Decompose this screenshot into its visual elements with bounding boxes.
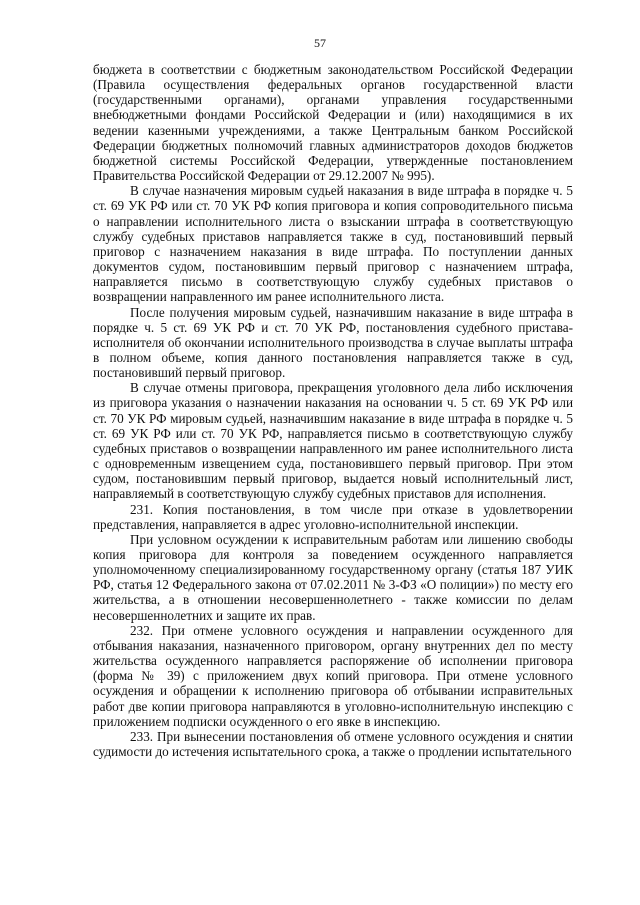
- paragraph: После получения мировым судьей, назначившим наказание в виде штрафа в порядке ч. 5 ст. 69 УК РФ и ст. 70 УК РФ, постановления судебного пристава-исполнителя об окончании исполнительного производства в случае выплаты штрафа в полном объеме, копия данного постановления направляется также в суд, постановивший первый приговор.: [93, 304, 573, 381]
- paragraph: При условном осуждении к исправительным работам или лишению свободы копия приговора для контроля за поведением осужденного направляется уполномоченному специализированному государственному органу (статья 187 УИК РФ, статья 12 Федерального закона от 07.02.2011 № 3-ФЗ «О полиции») по месту его жительства, а в отношении несовершеннолетнего - также комиссии по делам несовершеннолетних и защите их прав.: [93, 531, 573, 623]
- paragraph: В случае отмены приговора, прекращения уголовного дела либо исключения из приговора указания о назначении наказания на основании ч. 5 ст. 69 УК РФ или ст. 70 УК РФ мировым судьей, назначившим наказание в виде штрафа в порядке ч. 5 ст. 69 УК РФ или ст. 70 УК РФ, направляется письмо в соответствующую службу судебных приставов о возвращении направленного им ранее исполнительного листа с одновременным извещением суда, постановившего первый приговор. При этом судом, постановившим первый приговор, выдается новый исполнительный лист, направляемый в соответствующую службу судебных приставов для исполнения.: [93, 380, 573, 502]
- paragraph-item-233: 233. При вынесении постановления об отмене условного осуждения и снятии судимости до истечения испытательного срока, а также о продлении испытательного: [93, 728, 573, 760]
- paragraph: В случае назначения мировым судьей наказания в виде штрафа в порядке ч. 5 ст. 69 УК РФ или ст. 70 УК РФ копия приговора и копия сопроводительного письма о направлении исполнительного листа о взыскании штрафа в соответствующую службу судебных приставов направляется также в суд, постановивший первый приговор с назначением наказания в виде штрафа. По поступлении данных документов судом, постановившим первый приговор с назначением штрафа, направляется письмо в соответствующую службу судебных приставов о возвращении направленного им ранее исполнительного листа.: [93, 183, 573, 305]
- paragraph-item-232: 232. При отмене условного осуждения и направлении осужденного для отбывания наказания, назначенного приговором, органу внутренних дел по месту жительства осужденного направляется распоряжение об исполнении приговора (форма № 39) с приложением двух копий приговора. При отмене условного осуждения и обращении к исполнению приговора об отбывании исправительных работ две копии приговора направляются в уголовно-исполнительную инспекцию с приложением подписки осужденного о его явке в инспекцию.: [93, 622, 573, 729]
- body-text: [93, 62, 573, 759]
- paragraph-item-231: 231. Копия постановления, в том числе при отказе в удовлетворении представления, направляется в адрес уголовно-исполнительной инспекции.: [93, 501, 573, 532]
- paragraph: бюджета в соответствии с бюджетным законодательством Российской Федерации (Правила осуществления федеральных органов государственной власти (государственными органами), органами управления государственными внебюджетными фондами Российской Федерации и (или) находящимися в их ведении казенными учреждениями, а также Центральным банком Российской Федерации бюджетных полномочий главных администраторов доходов бюджетов бюджетной системы Российской Федерации, утвержденные постановлением Правительства Российской Федерации от 29.12.2007 № 995).: [93, 62, 573, 184]
- page-number: 57: [314, 36, 326, 50]
